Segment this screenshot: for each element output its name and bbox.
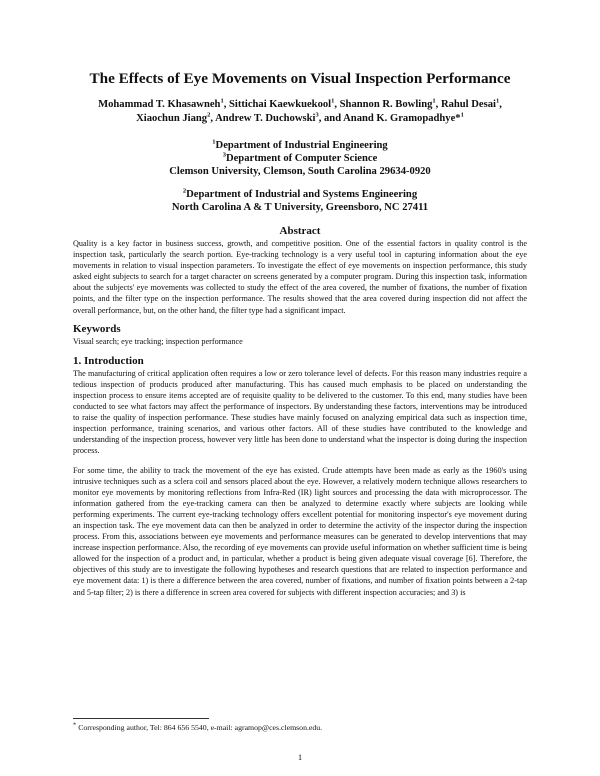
abstract-heading: Abstract <box>279 225 321 237</box>
page-number: 1 <box>297 752 303 762</box>
affil-text: Department of Industrial and Systems Engineering <box>186 189 418 200</box>
keywords-text: Visual search; eye tracking; inspection performance <box>73 336 243 346</box>
author-affil-sup: 3 <box>315 111 319 119</box>
author-affil-sup: 1 <box>331 97 335 105</box>
footnote-marker: * <box>73 721 77 729</box>
author-separator: , <box>334 99 340 110</box>
footnote <box>73 723 527 733</box>
author-line-1 <box>73 98 527 112</box>
affiliation-dept-ie <box>73 139 527 152</box>
author-affil-sup: 1 <box>460 111 464 119</box>
author-affil-sup: 2 <box>207 111 211 119</box>
author-name: Xiaochun Jiang <box>136 113 208 124</box>
affiliation-clemson <box>73 139 527 178</box>
affiliation-university: North Carolina A & T University, Greensboro, NC 27411 <box>171 202 429 213</box>
affil-sup: 1 <box>212 138 216 146</box>
author-list <box>73 98 527 126</box>
author-separator: , <box>223 99 229 110</box>
author-affil-sup: 1 <box>496 97 500 105</box>
affil-text: Department of Industrial Engineering <box>215 140 388 151</box>
affil-sup: 2 <box>182 187 187 195</box>
author-line-2 <box>73 112 527 126</box>
affiliation-dept-cs <box>73 152 527 165</box>
author-separator: , and <box>318 113 344 124</box>
paper-page <box>73 70 527 598</box>
footnote-divider <box>73 718 209 719</box>
affil-text: Department of Computer Science <box>225 153 378 164</box>
author-name: Rahul Desai <box>440 99 496 110</box>
introduction-paragraph-2: For some time, the ability to track the movement of the eye has existed. Crude attempts have been made as early as the 1960's using intrusive techniques such as a sclera coil and sensors placed about the eye. However, a relatively modern technique allows researchers to monitor eye movements by monitoring reflections from Infra-Red (IR) light sources and processing the data with microprocessor. The information gathered from the eye-tracking camera can then be analyzed to determine exactly where subjects are looking while performing experiments. The current eye-tracking technology offers excellent potential for monitoring inspector's eye movement during an inspection task. The eye movement data can then be analyzed in order to determine the activity of the inspector during the inspection process. From this, associations between eye movements and performance measures can be generated to develop interventions that may increase inspection performance. Also, the recording of eye movements can provide useful information on whether sufficient time is being allowed for the inspection of a product and, in particular, whether a product is being given adequate visual coverage [6]. Therefore, the objectives of this study are to investigate the following hypotheses and research questions that are related to inspection performance and eye movement data: 1) is there a difference between the area covered, number of fixations, and number of fixation points between a 2-tap and 5-tap filter; 2) is there a difference in screen area covered for subjects with different inspection accuracies; and 3) is <box>73 465 527 597</box>
paper-title: The Effects of Eye Movements on Visual Inspection Performance <box>89 70 511 87</box>
keywords-heading: Keywords <box>73 322 121 335</box>
footnote-text: Corresponding author, Tel: 864 656 5540, e-mail: agramop@ces.clemson.edu. <box>76 723 323 732</box>
author-name: Andrew T. Duchowski <box>215 113 316 124</box>
abstract-text: Quality is a key factor in business success, growth, and competitive position. One of the essential factors in quality control is the inspection task, particularly the search portion. Eye-tracking technology is a very useful tool in capturing information about the eye movements in relation to visual inspection parameters. To investigate the effect of eye movements on inspection performance, this study asked eight subjects to search for a target character on screens generated by a computer program. During this inspection task, information about the subjects' eye movements was collected to study the effect of the area covered, the number of fixations, the number of fixation points, and the filter type on the inspection performance. The results showed that the area covered during inspection did not affect the overall performance, but, on the other hand, the filter type had a significant impact. <box>73 239 527 315</box>
affiliation-university: Clemson University, Clemson, South Carolina 29634-0920 <box>169 166 431 177</box>
author-name: Mohammad T. Khasawneh <box>98 99 221 110</box>
author-affil-sup: 1 <box>220 97 224 105</box>
introduction-paragraph-1: The manufacturing of critical application often requires a low or zero tolerance level of defects. For this reason many industries require a tedious inspection of products produced after manufacturing. This has caused much emphasis to be placed on understanding the inspection process to ensure items accepted are of requisite quality to be delivered to the customer. To this end, many studies have been conducted to see what factors may affect the performance of inspectors. By understanding these factors, interventions may be introduced to raise the quality of inspection performance. These studies have mainly focused on analyzing empirical data such as inspection time, inspection performance, training scenarios, and various other factors. All of these studies have contributed to the knowledge and understanding of the inspection process, however very little has been done to understand what the inspector is doing during the inspection process. <box>73 368 527 456</box>
introduction-heading: 1. Introduction <box>73 354 144 367</box>
affil-sup: 3 <box>222 151 226 159</box>
author-separator: , <box>499 99 502 110</box>
author-name: Shannon R. Bowling <box>339 99 433 110</box>
affiliation-dept-ise <box>73 188 527 201</box>
author-name: Sittichai Kaewkuekool <box>228 99 332 110</box>
author-separator: , <box>435 99 441 110</box>
author-affil-sup: 1 <box>432 97 436 105</box>
affiliation-ncat <box>73 188 527 214</box>
author-name: Anand K. Gramopadhye* <box>343 113 461 124</box>
author-separator: , <box>210 113 216 124</box>
